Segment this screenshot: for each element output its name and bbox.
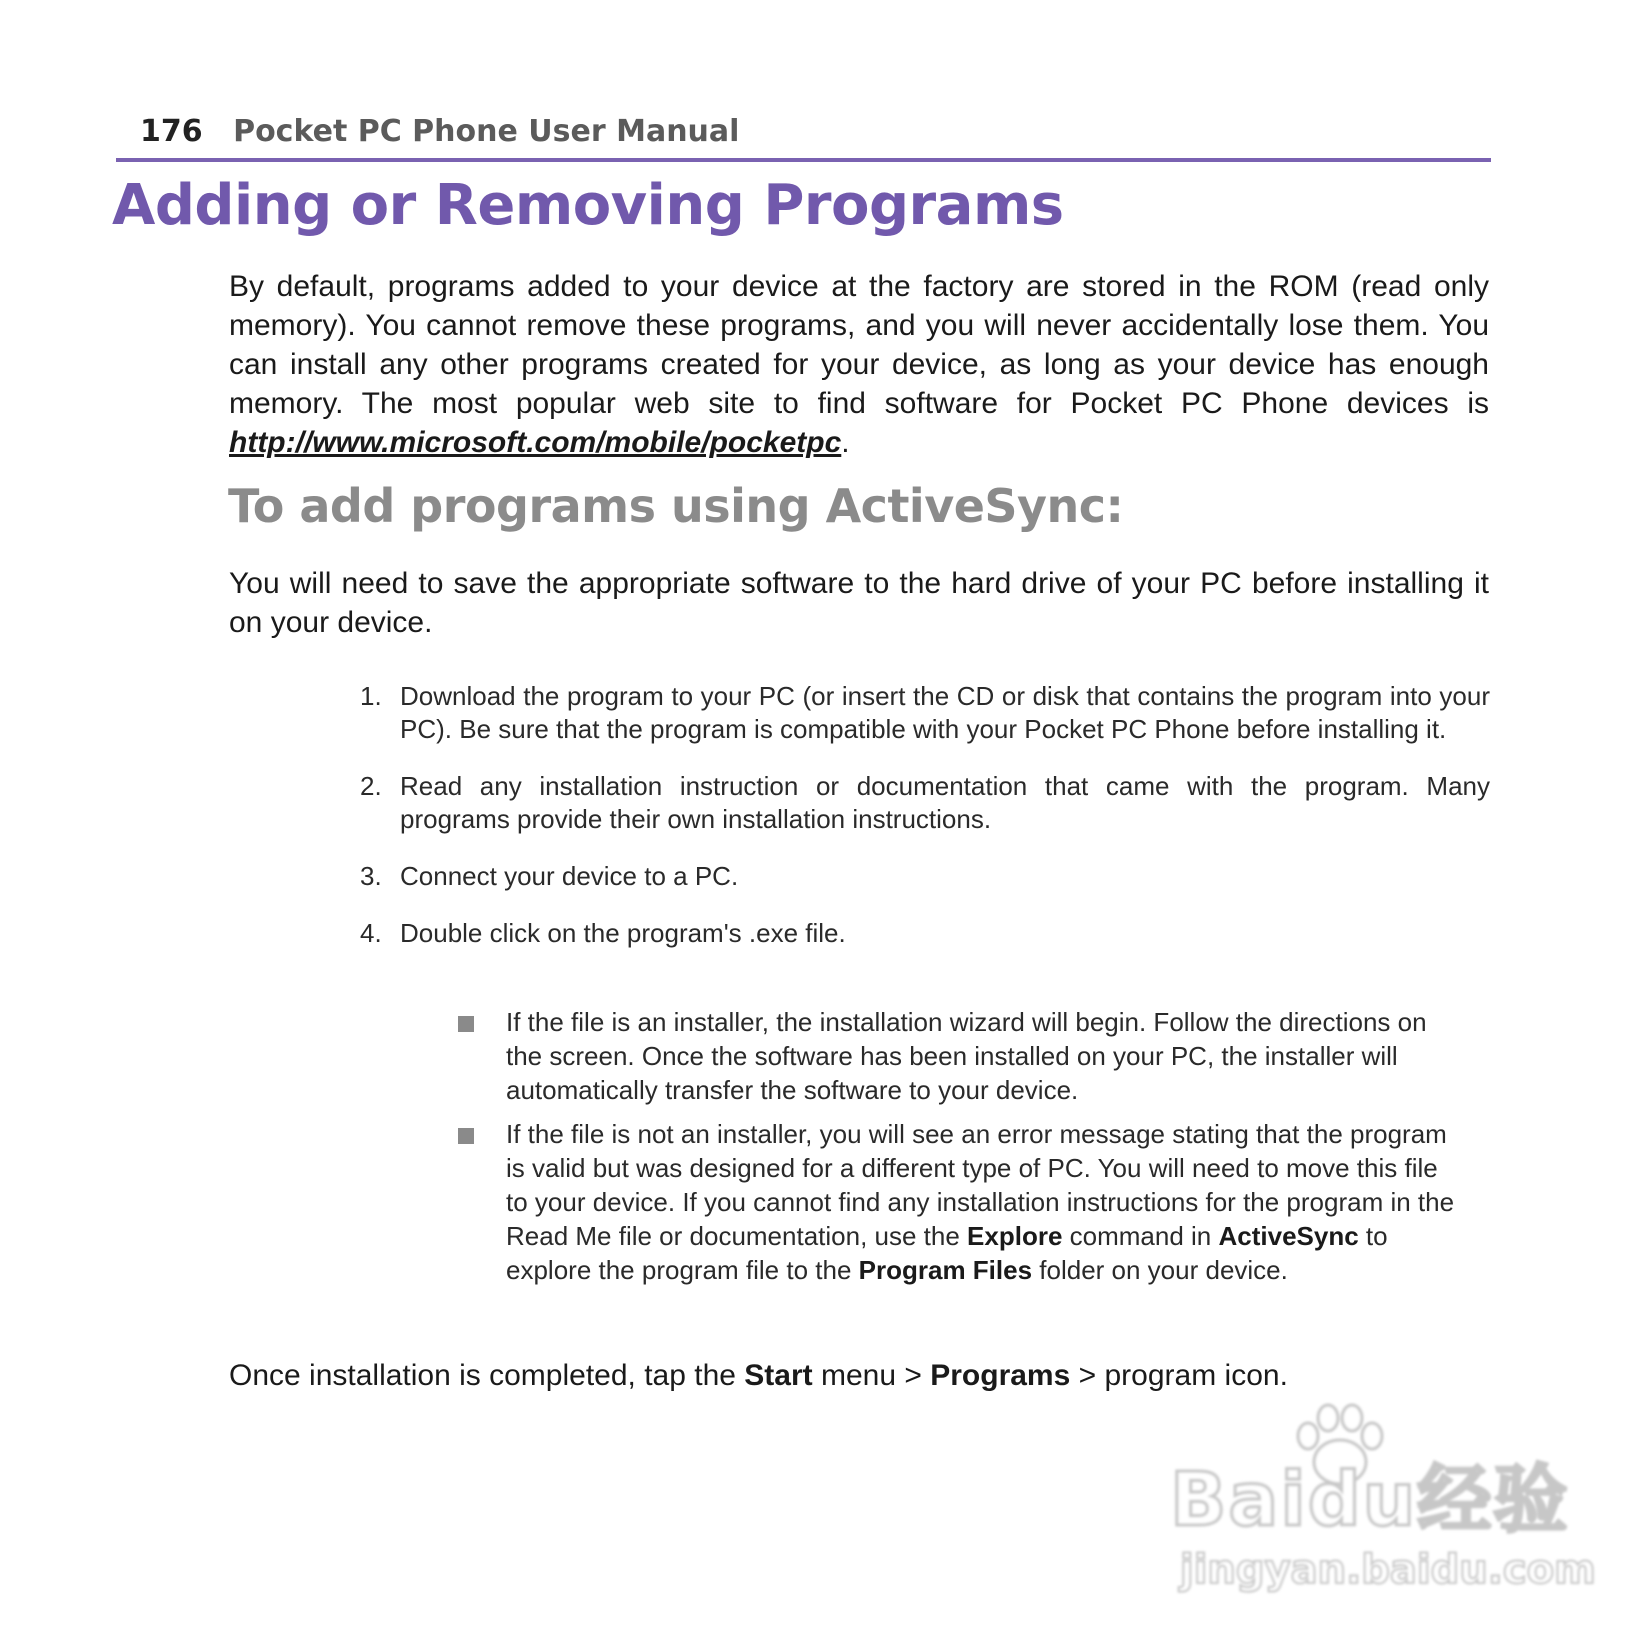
need-paragraph: You will need to save the appropriate software to the hard drive of your PC before installing it on your device. (229, 567, 1489, 639)
step-number: 2. (360, 771, 382, 801)
step-item (360, 680, 1490, 746)
watermark-url: jingyan.baidu.com (1180, 1547, 1596, 1593)
header-rule (116, 158, 1491, 162)
step-item (360, 770, 1490, 836)
page-number: 176 (140, 114, 203, 149)
explore-term: Explore (967, 1221, 1063, 1251)
steps-list (360, 680, 1490, 974)
intro-text: By default, programs added to your device at the factory are stored in the ROM (read only memory). You cannot remove these programs, and you will never accidentally lose them. You can install any other programs created for your device, as long as your device has enough memory. The most popular web site to find software for Pocket PC Phone devices is (229, 270, 1489, 420)
bullet-text: If the file is an installer, the installation wizard will begin. Follow the directions on the screen. Once the software has been installed on your PC, the installer will automatically transfer the software to your device. (506, 1007, 1427, 1105)
activesync-term: ActiveSync (1218, 1221, 1359, 1251)
step-number: 1. (360, 681, 382, 711)
step-text: Connect your device to a PC. (400, 861, 739, 891)
step-number: 4. (360, 918, 382, 948)
step-text: Read any installation instruction or documentation that came with the program. Many programs provide their own installation instructions. (400, 771, 1490, 834)
programs-term: Programs (930, 1359, 1071, 1392)
bullet-item (456, 1117, 1456, 1287)
bullet-item (456, 1005, 1456, 1107)
square-bullet-icon (458, 1016, 474, 1032)
bullet-list (456, 1005, 1456, 1297)
bullet-text: to explore the program file to the (506, 1221, 1388, 1285)
baidu-watermark (1170, 1400, 1596, 1600)
step-number: 3. (360, 861, 382, 891)
start-term: Start (744, 1359, 813, 1392)
final-text: > program icon. (1070, 1359, 1288, 1392)
manual-title: Pocket PC Phone User Manual (233, 114, 740, 149)
program-files-term: Program Files (858, 1255, 1033, 1285)
intro-end: . (841, 426, 850, 459)
page-header (140, 112, 739, 152)
square-bullet-icon (458, 1128, 474, 1144)
final-text: Once installation is completed, tap the (229, 1359, 745, 1392)
step-text: Double click on the program's .exe file. (400, 918, 846, 948)
step-item (360, 860, 1490, 893)
bullet-text: command in (1062, 1221, 1219, 1251)
intro-paragraph (229, 267, 1489, 462)
final-text: menu > (812, 1359, 931, 1392)
step-text: Download the program to your PC (or insert the CD or disk that contains the program into your PC). Be sure that the program is compatible with your Pocket PC Phone before installing it. (400, 681, 1490, 744)
section-subheading: To add programs using ActiveSync: (228, 479, 1124, 533)
page-title: Adding or Removing Programs (112, 173, 1064, 238)
bullet-text: If the file is not an installer, you will see an error message stating that the program is valid but was designed for a different type of PC. You will need to move this file to your device. If you cannot find any installation instructions for the program in the Read Me file or documentation, use the (506, 1119, 1455, 1251)
watermark-brand: Baidu经验 (1170, 1457, 1570, 1543)
bullet-text: folder on your device. (1032, 1255, 1288, 1285)
microsoft-link[interactable]: http://www.microsoft.com/mobile/pocketpc (229, 426, 842, 459)
step-item (360, 917, 1490, 950)
final-paragraph (229, 1356, 1288, 1396)
